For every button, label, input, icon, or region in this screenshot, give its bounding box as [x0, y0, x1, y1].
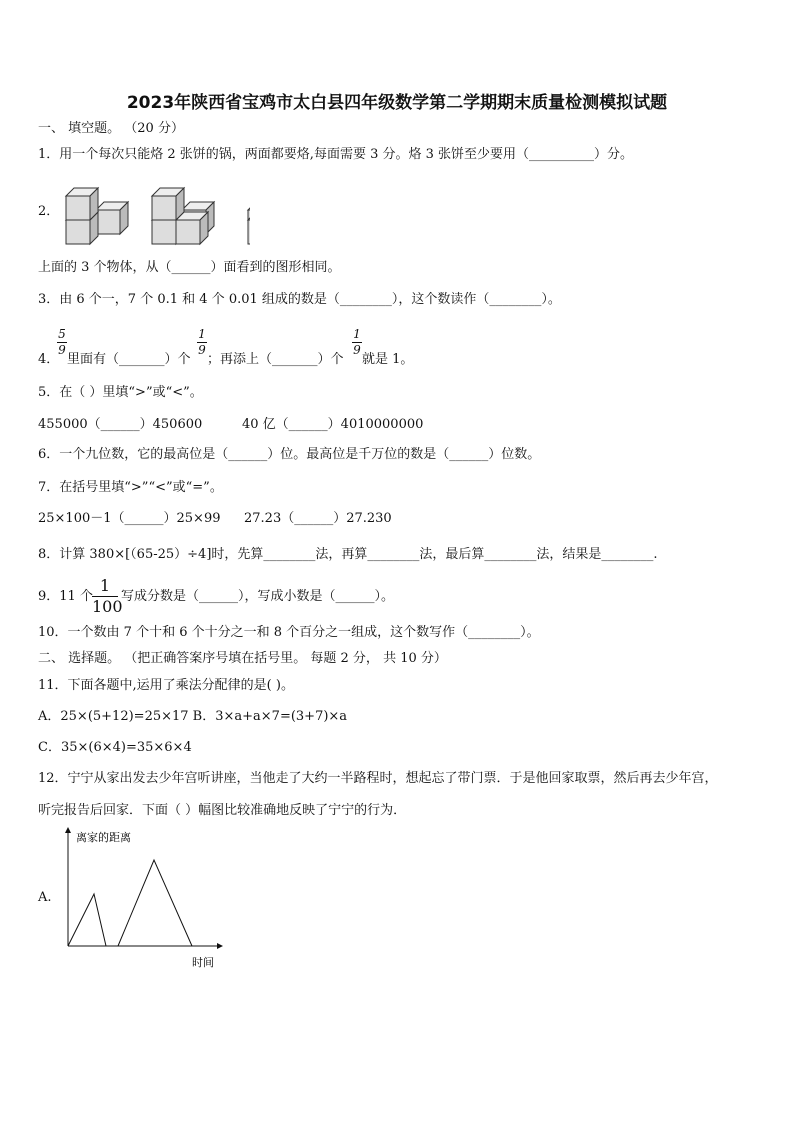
question-11-option-c: C．35×(6×4)=35×6×4 [38, 740, 192, 755]
question-5: 5．在（ ）里填“>”或“<”。 [38, 385, 203, 400]
fraction-1-9-a [197, 328, 207, 357]
fraction-5-9 [57, 328, 67, 357]
question-11-options-ab: A．25×(5+12)=25×17 B．3×a+a×7=(3+7)×a [38, 709, 348, 724]
section-fill-in-heading: 一、 填空题。 （20 分） [38, 121, 184, 136]
question-5-b: 40 亿（______）4010000000 [242, 417, 424, 432]
y-axis-label: 离家的距离 [76, 831, 131, 844]
question-4-part-2: ；再添上（_______）个 [207, 352, 344, 367]
question-3: 3．由 6 个一，7 个 0.1 和 4 个 0.01 组成的数是（________），这个数读作（________）。 [38, 292, 561, 307]
section-choice-heading: 二、 选择题。 （把正确答案序号填在括号里。 每题 2 分， 共 10 分） [38, 651, 447, 666]
question-1: 1．用一个每次只能烙 2 张饼的锅，两面都要烙,每面需要 3 分。烙 3 张饼至少要用（__________）分。 [38, 147, 634, 162]
question-9-part-1: 9．11 个 [38, 589, 93, 604]
cube-figures [60, 178, 250, 246]
question-4-part-1: 里面有（_______）个 [67, 352, 191, 367]
fraction-numerator: 1 [198, 327, 206, 341]
question-5-a: 455000（______）450600 [38, 417, 203, 432]
fraction-denominator: 9 [58, 343, 66, 357]
question-12-line-1: 12．宁宁从家出发去少年宫听讲座，当他走了大约一半路程时，想起忘了带门票．于是他回家取票，然后再去少年宫， [38, 771, 718, 786]
question-2-text: 上面的 3 个物体，从（______）面看到的图形相同。 [38, 260, 341, 275]
question-8: 8．计算 380×[（65-25）÷4]时，先算________法，再算________法，最后算________法，结果是________. [38, 547, 658, 562]
cube-figure-3 [248, 178, 250, 244]
question-12-line-2: 听完报告后回家．下面（ ）幅图比较准确地反映了宁宁的行为． [38, 803, 407, 818]
question-6: 6．一个九位数，它的最高位是（______）位。最高位是千万位的数是（______）位数。 [38, 447, 541, 462]
graph-option-label: A. [38, 890, 52, 905]
x-axis-label: 时间 [192, 956, 214, 969]
trip-segment-1 [68, 894, 106, 946]
question-7-b: 27.23（______）27.230 [244, 511, 392, 526]
fraction-1-9-b [352, 328, 362, 357]
question-10: 10．一个数由 7 个十和 6 个十分之一和 8 个百分之一组成，这个数写作（________）。 [38, 625, 540, 640]
cube-figure-1 [66, 188, 128, 244]
trip-segment-2 [118, 860, 192, 946]
cube-figure-2 [152, 188, 214, 244]
fraction-numerator: 5 [58, 327, 66, 341]
question-4-part-3: 就是 1。 [362, 352, 414, 367]
question-7-a: 25×100－1（______）25×99 [38, 511, 221, 526]
distance-time-graph [60, 826, 230, 972]
fraction-numerator: 1 [99, 576, 111, 595]
exam-title: 2023年陕西省宝鸡市太白县四年级数学第二学期期末质量检测模拟试题 [126, 93, 668, 113]
question-11: 11．下面各题中,运用了乘法分配律的是( )。 [38, 678, 294, 693]
fraction-denominator: 9 [353, 343, 361, 357]
question-4-number: 4． [38, 352, 60, 367]
question-7: 7．在括号里填“>”“<”或“=”。 [38, 480, 223, 495]
fraction-1-100 [92, 576, 123, 616]
question-2-number: 2． [38, 204, 60, 219]
fraction-denominator: 9 [198, 343, 206, 357]
fraction-numerator: 1 [353, 327, 361, 341]
fraction-denominator: 100 [92, 597, 123, 616]
question-9-part-2: 写成分数是（______），写成小数是（______）。 [121, 589, 395, 604]
